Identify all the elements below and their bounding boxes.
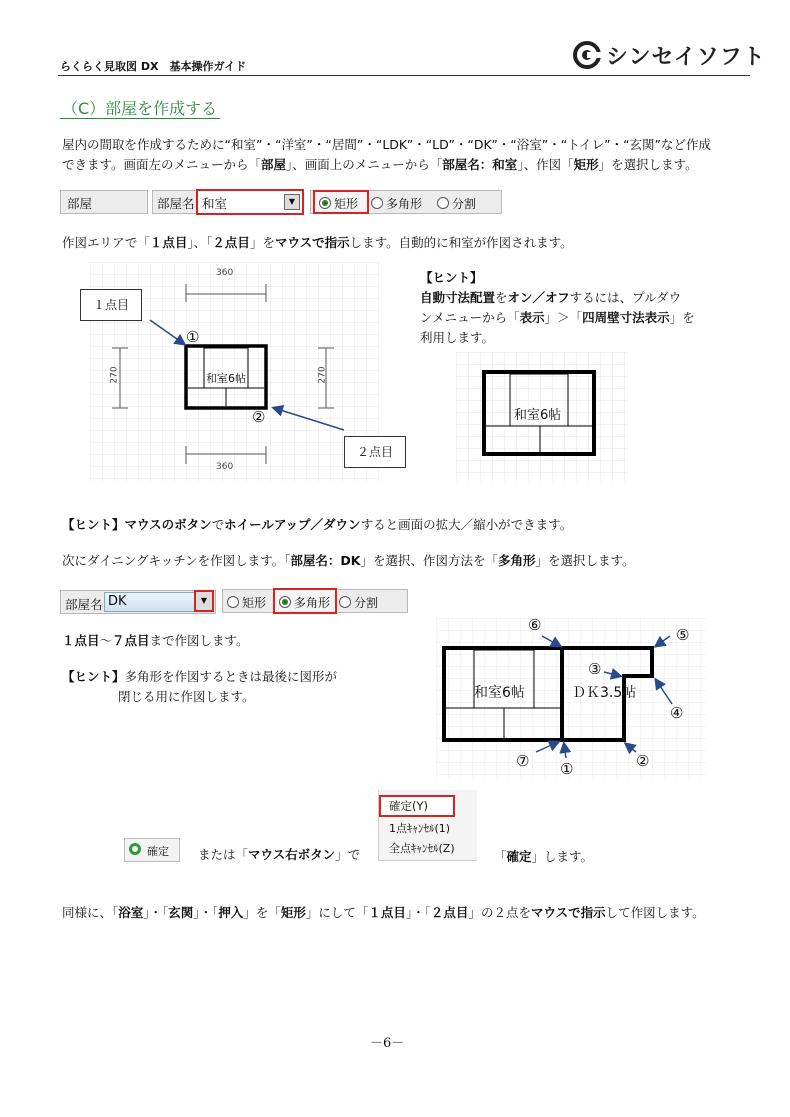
step2-text: 次にダイニングキッチンを作図します。「部屋名：DK」を選択、作図方法を「多角形」を選択します。: [62, 553, 635, 568]
hint3-line1: 【ヒント】多角形を作図するときは最後に図形が: [62, 669, 338, 684]
draw-method-group: [310, 190, 502, 214]
guide-title: らくらく見取図 DX 基本操作ガイド: [60, 60, 247, 73]
radio-on-icon: [279, 596, 291, 608]
mark-5: ⑤: [676, 626, 690, 644]
dim-left: 270: [109, 366, 120, 384]
mark-1b: ①: [560, 760, 574, 778]
radio-on-icon: [319, 197, 331, 209]
mark-2b: ②: [636, 752, 650, 770]
confirm-button[interactable]: 確定: [124, 838, 180, 862]
menu-cancel-all[interactable]: 全点ｷｬﾝｾﾙ(Z): [389, 842, 455, 855]
room-name-bar-2: 部屋名: [60, 590, 216, 614]
room-label-washitsu: 和室6帖: [474, 685, 525, 701]
logo-text: シンセイソフト: [606, 45, 766, 70]
header-divider: [58, 75, 750, 76]
radio-off-icon: [437, 197, 449, 209]
menu-cancel-one[interactable]: 1点ｷｬﾝｾﾙ(1): [389, 822, 451, 835]
left-menu-room[interactable]: 部屋: [60, 190, 148, 214]
mark-6: ⑥: [528, 616, 542, 634]
room-name-select-2[interactable]: DK: [104, 592, 196, 612]
logo-mark-icon: [572, 40, 606, 70]
intro-line2: できます。画面左のメニューから「部屋」、画面上のメニューから「部屋名：和室」、作図「矩形」を選択します。: [62, 157, 698, 172]
room-name-select[interactable]: 和室 ▼: [196, 189, 304, 215]
confirm-end-text: 「確定」します。: [494, 849, 594, 864]
radio-rect-2[interactable]: 矩形: [227, 594, 266, 611]
dim-top: 360: [216, 268, 234, 278]
page-number: －6－: [370, 1036, 405, 1051]
room-name-label: 部屋名: [157, 196, 195, 211]
radio-split[interactable]: 分割: [437, 195, 476, 212]
callout-point2: ２点目: [344, 436, 406, 468]
step3-text: １点目～７点目まで作図します。: [62, 633, 249, 648]
mark-2: ②: [252, 408, 266, 426]
room-label-1: 和室6帖: [206, 372, 246, 385]
dim-bottom: 360: [216, 462, 234, 472]
chevron-down-icon[interactable]: ▼: [194, 590, 214, 612]
radio-poly[interactable]: 多角形: [371, 195, 422, 212]
hint1-block: 【ヒント】 自動寸法配置をオン／オフするには、プルダウ ンメニューから「表示」＞「四周壁寸法表示」を 利用します。: [420, 270, 695, 345]
radio-off-icon: [339, 596, 351, 608]
confirm-circle-icon: [129, 843, 141, 855]
mark-7: ⑦: [516, 752, 530, 770]
menu-confirm[interactable]: 確定(Y): [379, 795, 455, 817]
hint2-text: 【ヒント】マウスのボタンでホイールアップ／ダウンすると画面の拡大／縮小ができます。: [62, 517, 573, 532]
room-label-dk: ＤＫ3.5帖: [572, 685, 637, 701]
mark-3: ③: [588, 660, 602, 678]
radio-off-icon: [371, 197, 383, 209]
dim-right: 270: [317, 366, 328, 384]
mark-4: ④: [670, 704, 684, 722]
step1-text: 作図エリアで「１点目」、「２点目」をマウスで指示します。自動的に和室が作図されます。: [62, 235, 573, 250]
mark-1: ①: [186, 328, 200, 346]
section-underline: [60, 118, 220, 119]
hint1-room-label: 和室6帖: [514, 408, 562, 423]
confirm-middle-text: または「マウス右ボタン」で: [198, 847, 361, 862]
draw-method-group-2: [222, 589, 408, 613]
radio-poly-2[interactable]: 多角形: [273, 588, 337, 614]
radio-split-2[interactable]: 分割: [339, 594, 378, 611]
final-text: 同様に、「浴室」・「玄関」・「押入」を「矩形」にして「１点目」・「２点目」の２点をマウスで指示して作図します。: [62, 905, 705, 920]
chevron-down-icon[interactable]: ▼: [284, 194, 300, 210]
radio-rect[interactable]: 矩形: [313, 190, 369, 214]
callout-point1: １点目: [80, 289, 142, 321]
hint3-line2: 閉じる用に作図します。: [118, 689, 255, 704]
section-title: （C）部屋を作成する: [62, 99, 218, 118]
intro-line1: 屋内の間取を作成するために“和室”・“洋室”・“居間”・“LDK”・“LD”・“DK”・“浴室”・“トイレ”・“玄関”など作成: [62, 137, 712, 152]
radio-off-icon: [227, 596, 239, 608]
context-menu: [378, 790, 477, 861]
